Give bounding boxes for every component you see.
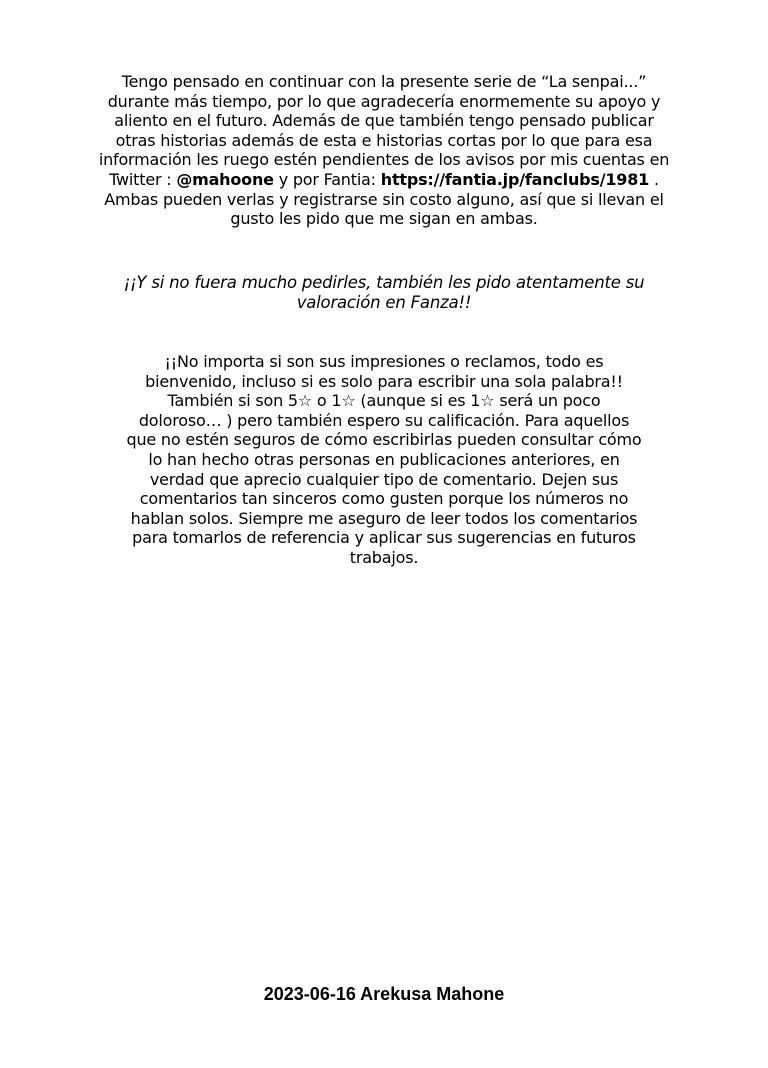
fantia-url: https://fantia.jp/fanclubs/1981 bbox=[380, 169, 650, 189]
paragraph-fanza-request: ¡¡Y si no fuera mucho pedirles, también les pido atentamente su valoración en Fanza!! bbox=[123, 273, 645, 312]
paragraph-continuation-notice bbox=[70, 72, 698, 229]
date-signature: 2023-06-16 Arekusa Mahone bbox=[263, 984, 505, 1004]
paragraph-1-text-a: Tengo pensado en continuar con la presente serie de “La senpai...” durante más tiempo, por lo que agradecería enormemente su apoyo y aliento en el futuro. Además de que también tengo pensado publicar otras historias además de esta e historias cortas por lo que para esa información les ruego estén pendientes de los avisos por mis cuentas en Twitter : bbox=[98, 72, 670, 189]
paragraph-1-text-b: y por Fantia: bbox=[273, 169, 381, 189]
paragraph-1-text-c: . Ambas pueden verlas y registrarse sin costo alguno, así que si llevan el gusto les pido que me sigan en ambas. bbox=[104, 169, 664, 229]
paragraph-feedback-request: ¡¡No importa si son sus impresiones o reclamos, todo es bienvenido, incluso si es solo para escribir una sola palabra!! También si son 5☆ o 1☆ (aunque si es 1☆ será un poco doloroso… ) pero también espero su calificación. Para aquellos que no estén seguros de cómo escribirlas pueden consultar cómo lo han hecho otras personas en publicaciones anteriores, en verdad que aprecio cualquier tipo de comentario. Dejen sus comentarios tan sinceros como gusten porque los números no hablan solos. Siempre me aseguro de leer todos los comentarios para tomarlos de referencia y aplicar sus sugerencias en futuros trabajos. bbox=[126, 352, 642, 567]
twitter-handle: @mahoone bbox=[176, 169, 274, 189]
